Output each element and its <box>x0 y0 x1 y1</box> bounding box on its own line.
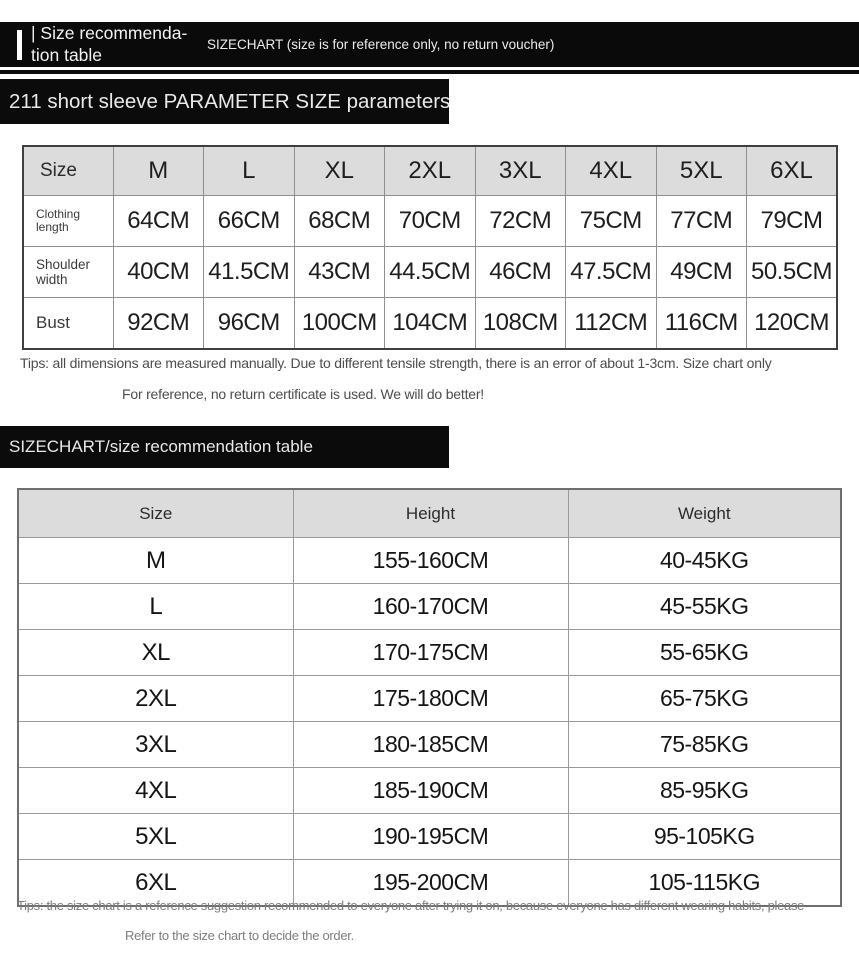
size-value-cell: 70CM <box>385 196 476 247</box>
weight-cell: 65-75KG <box>568 676 841 722</box>
row-label: Shoulder width <box>23 247 113 298</box>
size-value-cell: 77CM <box>656 196 747 247</box>
size-value-cell: 100CM <box>294 298 385 350</box>
row-label: Bust <box>23 298 113 350</box>
table-row-2xl <box>18 676 841 722</box>
size-value-cell: 116CM <box>656 298 747 350</box>
size-value-cell: 41.5CM <box>204 247 295 298</box>
column-header-size: Size <box>18 489 293 538</box>
column-header-5xl: 5XL <box>656 146 747 196</box>
column-header-6xl: 6XL <box>747 146 838 196</box>
size-value-cell: 112CM <box>566 298 657 350</box>
table-row-m <box>18 538 841 584</box>
sizechart-note: SIZECHART (size is for reference only, no return voucher) <box>207 37 555 52</box>
weight-cell: 85-95KG <box>568 768 841 814</box>
size-cell: 2XL <box>18 676 293 722</box>
size-value-cell: 108CM <box>475 298 566 350</box>
height-cell: 175-180CM <box>293 676 568 722</box>
size-value-cell: 40CM <box>113 247 204 298</box>
top-bar <box>0 22 859 67</box>
column-header-xl: XL <box>294 146 385 196</box>
parameter-size-table <box>22 145 838 350</box>
size-value-cell: 50.5CM <box>747 247 838 298</box>
height-cell: 170-175CM <box>293 630 568 676</box>
column-header-l: L <box>204 146 295 196</box>
table-header-row <box>18 489 841 538</box>
size-value-cell: 104CM <box>385 298 476 350</box>
height-cell: 155-160CM <box>293 538 568 584</box>
size-value-cell: 44.5CM <box>385 247 476 298</box>
size-cell: 3XL <box>18 722 293 768</box>
height-cell: 160-170CM <box>293 584 568 630</box>
recommendation-tips-line2: Refer to the size chart to decide the order. <box>125 928 354 943</box>
column-header-2xl: 2XL <box>385 146 476 196</box>
weight-cell: 45-55KG <box>568 584 841 630</box>
column-header-height: Height <box>293 489 568 538</box>
parameter-tips-line1: Tips: all dimensions are measured manually. Due to different tensile strength, there is an error of about 1-3cm. Size chart only <box>20 355 772 371</box>
table-row-clothing-length <box>23 196 837 247</box>
weight-cell: 105-115KG <box>568 860 841 907</box>
size-value-cell: 72CM <box>475 196 566 247</box>
weight-cell: 95-105KG <box>568 814 841 860</box>
size-value-cell: 47.5CM <box>566 247 657 298</box>
table-row-shoulder-width <box>23 247 837 298</box>
size-cell: 6XL <box>18 860 293 907</box>
size-value-cell: 92CM <box>113 298 204 350</box>
recommendation-banner: SIZECHART/size recommendation table <box>0 426 449 468</box>
page-title-line2: tion table <box>31 44 103 65</box>
height-cell: 185-190CM <box>293 768 568 814</box>
column-header-4xl: 4XL <box>566 146 657 196</box>
size-value-cell: 79CM <box>747 196 838 247</box>
table-row-xl <box>18 630 841 676</box>
row-label: Clothing length <box>23 196 113 247</box>
column-header-weight: Weight <box>568 489 841 538</box>
parameter-banner: 211 short sleeve PARAMETER SIZE parameters <box>0 79 449 124</box>
weight-cell: 55-65KG <box>568 630 841 676</box>
size-cell: L <box>18 584 293 630</box>
accent-bar <box>17 30 22 60</box>
table-row-3xl <box>18 722 841 768</box>
size-value-cell: 46CM <box>475 247 566 298</box>
size-value-cell: 68CM <box>294 196 385 247</box>
size-cell: XL <box>18 630 293 676</box>
table-header-row <box>23 146 837 196</box>
size-cell: 5XL <box>18 814 293 860</box>
size-value-cell: 96CM <box>204 298 295 350</box>
divider-strip <box>0 70 859 74</box>
height-cell: 190-195CM <box>293 814 568 860</box>
height-cell: 180-185CM <box>293 722 568 768</box>
weight-cell: 75-85KG <box>568 722 841 768</box>
column-header-size: Size <box>23 146 113 196</box>
table-row-l <box>18 584 841 630</box>
recommendation-tips-line1: Tips: the size chart is a reference suggestion recommended to everyone after trying it on, because everyone has different wearing habits, please <box>17 898 805 913</box>
table-row-bust <box>23 298 837 350</box>
parameter-tips-line2: For reference, no return certificate is used. We will do better! <box>122 386 484 402</box>
size-recommendation-table <box>17 488 842 907</box>
size-value-cell: 49CM <box>656 247 747 298</box>
column-header-3xl: 3XL <box>475 146 566 196</box>
page-title <box>31 23 187 66</box>
size-value-cell: 64CM <box>113 196 204 247</box>
size-cell: M <box>18 538 293 584</box>
column-header-m: M <box>113 146 204 196</box>
size-value-cell: 66CM <box>204 196 295 247</box>
table-row-4xl <box>18 768 841 814</box>
table-row-5xl <box>18 814 841 860</box>
size-value-cell: 75CM <box>566 196 657 247</box>
height-cell: 195-200CM <box>293 860 568 907</box>
size-value-cell: 43CM <box>294 247 385 298</box>
weight-cell: 40-45KG <box>568 538 841 584</box>
size-value-cell: 120CM <box>747 298 838 350</box>
page-title-line1: | Size recommenda- <box>31 23 188 43</box>
size-cell: 4XL <box>18 768 293 814</box>
